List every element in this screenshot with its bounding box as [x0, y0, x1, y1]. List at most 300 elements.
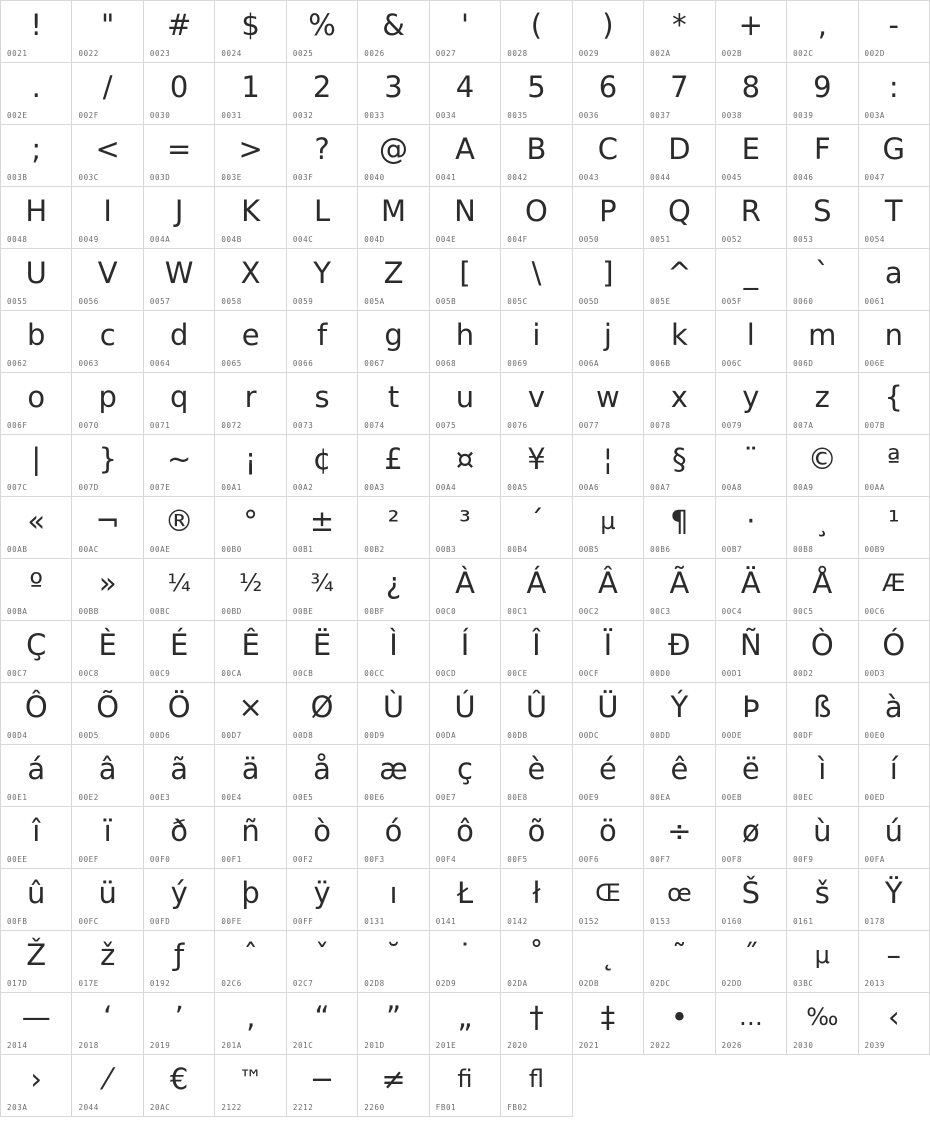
glyph-cell[interactable]: [859, 497, 930, 559]
glyph-cell[interactable]: [1, 807, 72, 869]
glyph-cell[interactable]: [859, 683, 930, 745]
glyph-character: }: [98, 442, 117, 476]
glyph-character: ²: [387, 504, 400, 538]
glyph-cell[interactable]: [716, 559, 787, 621]
glyph-cell[interactable]: [787, 125, 858, 187]
glyph-cell[interactable]: [72, 63, 143, 125]
glyph-cell[interactable]: [501, 63, 572, 125]
glyph-cell[interactable]: [787, 993, 858, 1055]
glyph-cell[interactable]: [215, 869, 286, 931]
glyph-codepoint: 00D7: [221, 731, 242, 740]
glyph-cell[interactable]: [215, 621, 286, 683]
glyph-codepoint: 00A7: [650, 483, 671, 492]
glyph-cell[interactable]: [644, 621, 715, 683]
glyph-cell[interactable]: [430, 249, 501, 311]
glyph-cell[interactable]: [573, 1, 644, 63]
glyph-codepoint: 00E7: [435, 793, 457, 802]
glyph-cell[interactable]: [144, 435, 215, 497]
glyph-cell[interactable]: [72, 311, 143, 373]
glyph-cell[interactable]: [72, 931, 143, 993]
glyph-cell[interactable]: [787, 63, 858, 125]
glyph-cell[interactable]: [72, 249, 143, 311]
glyph-cell[interactable]: [287, 993, 358, 1055]
glyph-cell[interactable]: [215, 559, 286, 621]
glyph-cell[interactable]: [430, 125, 501, 187]
glyph-cell[interactable]: [573, 931, 644, 993]
glyph-character: ı: [389, 876, 398, 910]
glyph-cell[interactable]: [358, 1, 429, 63]
glyph-codepoint: 00B8: [793, 545, 814, 554]
glyph-cell[interactable]: [430, 63, 501, 125]
glyph-cell[interactable]: [644, 311, 715, 373]
glyph-cell[interactable]: [144, 993, 215, 1055]
glyph-cell[interactable]: [358, 621, 429, 683]
glyph-character: ˘: [386, 938, 401, 972]
glyph-cell[interactable]: [859, 621, 930, 683]
glyph-cell[interactable]: [1, 931, 72, 993]
glyph-cell[interactable]: [501, 869, 572, 931]
glyph-cell[interactable]: [358, 63, 429, 125]
glyph-codepoint: 0192: [149, 979, 171, 988]
glyph-cell[interactable]: [573, 125, 644, 187]
glyph-cell[interactable]: [1, 621, 72, 683]
glyph-codepoint: 0063: [78, 359, 99, 368]
glyph-character: Þ: [742, 690, 760, 724]
glyph-cell[interactable]: [287, 435, 358, 497]
glyph-cell[interactable]: [287, 187, 358, 249]
glyph-character: þ: [241, 876, 260, 910]
glyph-cell[interactable]: [430, 435, 501, 497]
glyph-codepoint: 00E6: [364, 793, 385, 802]
glyph-cell[interactable]: [430, 1055, 501, 1117]
glyph-cell[interactable]: [144, 63, 215, 125]
glyph-cell[interactable]: [287, 869, 358, 931]
glyph-character: g: [384, 318, 403, 352]
glyph-codepoint: 2022: [650, 1041, 671, 1050]
glyph-cell[interactable]: [859, 807, 930, 869]
glyph-cell[interactable]: [1, 1055, 72, 1117]
glyph-codepoint: 00B1: [292, 545, 314, 554]
glyph-cell[interactable]: [430, 621, 501, 683]
glyph-cell[interactable]: [287, 1055, 358, 1117]
glyph-cell[interactable]: [787, 249, 858, 311]
glyph-codepoint: 00C9: [149, 669, 171, 678]
glyph-codepoint: 00A3: [364, 483, 385, 492]
glyph-cell[interactable]: [501, 745, 572, 807]
glyph-cell[interactable]: [859, 311, 930, 373]
glyph-character: T: [884, 194, 903, 228]
glyph-cell[interactable]: [215, 931, 286, 993]
glyph-cell[interactable]: [287, 373, 358, 435]
glyph-cell[interactable]: [144, 621, 215, 683]
glyph-cell[interactable]: [716, 1, 787, 63]
glyph-cell[interactable]: [430, 497, 501, 559]
glyph-cell[interactable]: [144, 311, 215, 373]
glyph-cell[interactable]: [144, 187, 215, 249]
glyph-cell[interactable]: [644, 249, 715, 311]
glyph-cell[interactable]: [501, 931, 572, 993]
glyph-character: ®: [164, 504, 194, 538]
glyph-character: Ö: [167, 690, 191, 724]
glyph-codepoint: 00D6: [149, 731, 171, 740]
glyph-character: Ý: [670, 690, 689, 724]
glyph-cell[interactable]: [859, 63, 930, 125]
glyph-cell[interactable]: [716, 187, 787, 249]
glyph-cell[interactable]: [215, 993, 286, 1055]
glyph-cell[interactable]: [644, 435, 715, 497]
glyph-cell[interactable]: [859, 1, 930, 63]
glyph-cell[interactable]: [287, 497, 358, 559]
glyph-cell[interactable]: [430, 1, 501, 63]
glyph-cell[interactable]: [358, 249, 429, 311]
glyph-codepoint: 00A2: [292, 483, 314, 492]
glyph-cell[interactable]: [72, 1055, 143, 1117]
glyph-cell[interactable]: [501, 435, 572, 497]
glyph-cell[interactable]: [287, 125, 358, 187]
glyph-cell[interactable]: [1, 311, 72, 373]
glyph-cell[interactable]: [72, 373, 143, 435]
glyph-cell[interactable]: [859, 373, 930, 435]
glyph-cell[interactable]: [859, 993, 930, 1055]
glyph-character: •: [670, 1000, 688, 1034]
glyph-cell[interactable]: [72, 745, 143, 807]
glyph-cell[interactable]: [787, 683, 858, 745]
glyph-cell[interactable]: [787, 931, 858, 993]
glyph-cell[interactable]: [859, 869, 930, 931]
glyph-cell[interactable]: [716, 993, 787, 1055]
glyph-cell[interactable]: [1, 63, 72, 125]
glyph-cell[interactable]: [430, 559, 501, 621]
glyph-codepoint: 0034: [435, 111, 457, 120]
glyph-character: Š: [741, 876, 761, 910]
glyph-cell[interactable]: [716, 497, 787, 559]
glyph-cell[interactable]: [716, 125, 787, 187]
glyph-cell[interactable]: [287, 63, 358, 125]
glyph-cell[interactable]: [72, 683, 143, 745]
glyph-cell[interactable]: [716, 249, 787, 311]
glyph-cell[interactable]: [72, 1, 143, 63]
glyph-cell[interactable]: [358, 869, 429, 931]
glyph-character: y: [742, 380, 760, 414]
glyph-cell[interactable]: [716, 745, 787, 807]
glyph-cell[interactable]: [787, 187, 858, 249]
glyph-character: í: [889, 752, 898, 786]
glyph-cell[interactable]: [430, 187, 501, 249]
glyph-cell[interactable]: [1, 993, 72, 1055]
glyph-codepoint: 0041: [435, 173, 457, 182]
glyph-codepoint: 00B3: [435, 545, 457, 554]
glyph-cell[interactable]: [501, 187, 572, 249]
glyph-cell[interactable]: [358, 559, 429, 621]
glyph-cell[interactable]: [787, 1, 858, 63]
glyph-cell[interactable]: [430, 993, 501, 1055]
glyph-cell[interactable]: [716, 807, 787, 869]
glyph-cell[interactable]: [144, 373, 215, 435]
glyph-cell[interactable]: [72, 807, 143, 869]
glyph-cell[interactable]: [430, 683, 501, 745]
glyph-cell[interactable]: [573, 869, 644, 931]
glyph-cell[interactable]: [287, 311, 358, 373]
glyph-cell[interactable]: [787, 311, 858, 373]
glyph-cell[interactable]: [716, 311, 787, 373]
glyph-cell[interactable]: [215, 497, 286, 559]
glyph-cell[interactable]: [716, 869, 787, 931]
glyph-cell[interactable]: [430, 311, 501, 373]
glyph-cell[interactable]: [644, 683, 715, 745]
glyph-cell[interactable]: [573, 745, 644, 807]
glyph-character: 0: [169, 70, 189, 104]
glyph-cell[interactable]: [215, 745, 286, 807]
glyph-cell[interactable]: [144, 249, 215, 311]
glyph-cell[interactable]: [1, 187, 72, 249]
glyph-codepoint: 0042: [507, 173, 528, 182]
glyph-cell[interactable]: [716, 373, 787, 435]
glyph-cell[interactable]: [644, 807, 715, 869]
glyph-cell[interactable]: [501, 621, 572, 683]
glyph-codepoint: 005A: [364, 297, 385, 306]
glyph-cell[interactable]: [358, 373, 429, 435]
glyph-cell[interactable]: [573, 807, 644, 869]
glyph-cell[interactable]: [501, 125, 572, 187]
glyph-codepoint: 003B: [7, 173, 28, 182]
glyph-cell[interactable]: [287, 683, 358, 745]
glyph-cell[interactable]: [358, 311, 429, 373]
glyph-cell[interactable]: [215, 125, 286, 187]
glyph-cell[interactable]: [573, 993, 644, 1055]
glyph-cell[interactable]: [501, 1055, 572, 1117]
glyph-codepoint: 00C1: [507, 607, 528, 616]
glyph-cell[interactable]: [573, 187, 644, 249]
glyph-cell[interactable]: [287, 807, 358, 869]
glyph-cell[interactable]: [430, 807, 501, 869]
glyph-cell[interactable]: [1, 249, 72, 311]
glyph-cell[interactable]: [144, 931, 215, 993]
glyph-cell[interactable]: [859, 559, 930, 621]
glyph-cell[interactable]: [573, 311, 644, 373]
glyph-cell[interactable]: [644, 497, 715, 559]
glyph-character: ł: [532, 876, 541, 910]
glyph-cell[interactable]: [716, 683, 787, 745]
glyph-cell[interactable]: [1, 497, 72, 559]
glyph-cell[interactable]: [501, 1, 572, 63]
glyph-character: Ò: [810, 628, 834, 662]
glyph-cell[interactable]: [644, 559, 715, 621]
glyph-cell[interactable]: [215, 683, 286, 745]
glyph-cell[interactable]: [358, 931, 429, 993]
glyph-cell[interactable]: [430, 745, 501, 807]
glyph-codepoint: 0045: [721, 173, 743, 182]
glyph-cell[interactable]: [72, 497, 143, 559]
glyph-cell[interactable]: [859, 745, 930, 807]
glyph-cell[interactable]: [501, 373, 572, 435]
glyph-cell[interactable]: [573, 435, 644, 497]
glyph-codepoint: 02DB: [578, 979, 600, 988]
glyph-cell[interactable]: [358, 1055, 429, 1117]
glyph-codepoint: 0048: [7, 235, 28, 244]
glyph-cell[interactable]: [215, 373, 286, 435]
glyph-cell[interactable]: [644, 373, 715, 435]
glyph-character: ”: [386, 1000, 402, 1034]
glyph-cell[interactable]: [72, 435, 143, 497]
glyph-cell[interactable]: [215, 435, 286, 497]
glyph-cell[interactable]: [215, 311, 286, 373]
glyph-cell[interactable]: [859, 187, 930, 249]
glyph-cell[interactable]: [72, 187, 143, 249]
glyph-cell[interactable]: [573, 683, 644, 745]
glyph-cell[interactable]: [716, 621, 787, 683]
glyph-cell[interactable]: [215, 187, 286, 249]
glyph-cell[interactable]: [287, 745, 358, 807]
glyph-cell[interactable]: [787, 373, 858, 435]
glyph-codepoint: 2122: [221, 1103, 242, 1112]
glyph-codepoint: 00AE: [149, 545, 171, 554]
glyph-cell[interactable]: [644, 931, 715, 993]
glyph-codepoint: 00DE: [721, 731, 743, 740]
glyph-character: ’: [174, 1000, 184, 1034]
glyph-cell[interactable]: [144, 683, 215, 745]
glyph-cell[interactable]: [859, 435, 930, 497]
glyph-codepoint: 00C5: [793, 607, 814, 616]
glyph-cell[interactable]: [358, 745, 429, 807]
glyph-codepoint: 0021: [7, 49, 28, 58]
glyph-codepoint: 201C: [292, 1041, 314, 1050]
glyph-cell[interactable]: [144, 559, 215, 621]
glyph-cell[interactable]: [1, 435, 72, 497]
glyph-cell[interactable]: [787, 869, 858, 931]
glyph-codepoint: 00EE: [7, 855, 28, 864]
glyph-cell[interactable]: [144, 745, 215, 807]
glyph-cell[interactable]: [501, 993, 572, 1055]
glyph-codepoint: 004E: [435, 235, 457, 244]
glyph-cell[interactable]: [215, 249, 286, 311]
glyph-character: Ñ: [739, 628, 762, 662]
glyph-cell[interactable]: [72, 559, 143, 621]
glyph-cell[interactable]: [358, 497, 429, 559]
glyph-codepoint: 0072: [221, 421, 242, 430]
glyph-cell[interactable]: [144, 125, 215, 187]
glyph-cell[interactable]: [573, 559, 644, 621]
glyph-cell[interactable]: [1, 683, 72, 745]
glyph-cell[interactable]: [859, 931, 930, 993]
glyph-cell[interactable]: [501, 683, 572, 745]
glyph-cell[interactable]: [1, 559, 72, 621]
glyph-cell[interactable]: [215, 1, 286, 63]
glyph-cell[interactable]: [644, 1, 715, 63]
glyph-codepoint: 0071: [149, 421, 171, 430]
glyph-codepoint: 0047: [864, 173, 885, 182]
glyph-cell[interactable]: [358, 993, 429, 1055]
glyph-character: ý: [170, 876, 188, 910]
glyph-cell[interactable]: [287, 1, 358, 63]
glyph-cell[interactable]: [573, 497, 644, 559]
glyph-cell[interactable]: [573, 249, 644, 311]
glyph-character: ì: [818, 752, 827, 786]
glyph-cell[interactable]: [644, 63, 715, 125]
glyph-cell[interactable]: [644, 187, 715, 249]
glyph-cell[interactable]: [501, 807, 572, 869]
glyph-character: Y: [313, 256, 331, 290]
glyph-cell[interactable]: [573, 63, 644, 125]
glyph-character: x: [670, 380, 688, 414]
glyph-cell[interactable]: [644, 125, 715, 187]
glyph-codepoint: 004F: [507, 235, 528, 244]
glyph-cell[interactable]: [573, 621, 644, 683]
glyph-cell[interactable]: [287, 621, 358, 683]
glyph-cell[interactable]: [501, 559, 572, 621]
glyph-cell[interactable]: [716, 931, 787, 993]
glyph-cell[interactable]: [501, 249, 572, 311]
glyph-cell[interactable]: [787, 435, 858, 497]
glyph-cell[interactable]: [787, 559, 858, 621]
glyph-cell[interactable]: [358, 807, 429, 869]
glyph-cell[interactable]: [1, 125, 72, 187]
glyph-character: Ï: [603, 628, 613, 662]
glyph-cell[interactable]: [501, 497, 572, 559]
glyph-cell[interactable]: [215, 807, 286, 869]
glyph-cell[interactable]: [358, 435, 429, 497]
glyph-cell[interactable]: [358, 683, 429, 745]
glyph-cell[interactable]: [501, 311, 572, 373]
glyph-codepoint: 00E4: [221, 793, 242, 802]
glyph-character: ç: [457, 752, 473, 786]
glyph-cell[interactable]: [144, 807, 215, 869]
glyph-character: P: [599, 194, 617, 228]
glyph-cell[interactable]: [1, 1, 72, 63]
glyph-cell[interactable]: [144, 497, 215, 559]
glyph-cell[interactable]: [1, 745, 72, 807]
glyph-cell[interactable]: [644, 745, 715, 807]
glyph-cell[interactable]: [859, 249, 930, 311]
glyph-cell[interactable]: [144, 1055, 215, 1117]
glyph-cell[interactable]: [430, 931, 501, 993]
glyph-cell[interactable]: [72, 621, 143, 683]
glyph-cell[interactable]: [1, 869, 72, 931]
glyph-cell[interactable]: [1, 373, 72, 435]
glyph-cell[interactable]: [287, 931, 358, 993]
glyph-cell[interactable]: [787, 621, 858, 683]
glyph-cell[interactable]: [787, 497, 858, 559]
glyph-cell[interactable]: [787, 745, 858, 807]
glyph-cell[interactable]: [358, 187, 429, 249]
glyph-cell[interactable]: [215, 1055, 286, 1117]
glyph-cell[interactable]: [144, 1, 215, 63]
glyph-cell[interactable]: [287, 559, 358, 621]
glyph-codepoint: 00A4: [435, 483, 457, 492]
glyph-codepoint: 00CB: [292, 669, 314, 678]
glyph-cell[interactable]: [787, 807, 858, 869]
glyph-cell[interactable]: [716, 435, 787, 497]
glyph-cell[interactable]: [72, 993, 143, 1055]
glyph-cell[interactable]: [644, 993, 715, 1055]
glyph-cell[interactable]: [358, 125, 429, 187]
glyph-cell[interactable]: [430, 373, 501, 435]
glyph-character: Í: [460, 628, 470, 662]
glyph-codepoint: 03BC: [793, 979, 814, 988]
glyph-character: —: [21, 1000, 51, 1034]
glyph-codepoint: 0036: [578, 111, 600, 120]
glyph-cell[interactable]: [573, 373, 644, 435]
glyph-codepoint: 2044: [78, 1103, 99, 1112]
glyph-cell[interactable]: [72, 869, 143, 931]
glyph-cell[interactable]: [716, 63, 787, 125]
glyph-cell[interactable]: [287, 249, 358, 311]
glyph-cell[interactable]: [144, 869, 215, 931]
glyph-cell[interactable]: [72, 125, 143, 187]
glyph-cell[interactable]: [644, 869, 715, 931]
glyph-cell[interactable]: [430, 869, 501, 931]
glyph-cell[interactable]: [859, 125, 930, 187]
glyph-cell[interactable]: [215, 63, 286, 125]
